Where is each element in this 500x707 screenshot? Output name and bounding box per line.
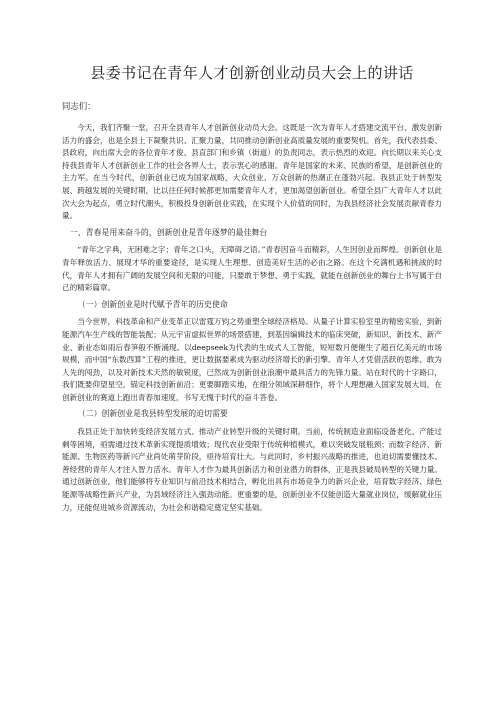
paragraph: 当今世界，科技革命和产业变革正以雷霆万钧之势重塑全球经济格局。从量子计算实验室里的精密实验，到新能源汽车生产线的智能装配；从元宇宙虚拟世界的场景搭建，到基因编辑技术的临床突破，新知识、新技术、新产业、新业态如雨后春笋般不断涌现。以deepseek为代表的生成式人工智能，短短数月便催生了超百亿美元的市场规模，而中国“东数西算”工程的推进，更让数据要素成为驱动经济增长的新引擎。青年人才凭借活跃的思维、敢为人先的闯劲，以及对新技术天然的敏锐度，已然成为创新创业浪潮中最具活力的先锋力量。站在时代的十字路口，我们既要仰望星空，锚定科技创新前沿；更要脚踏实地，在细分领域深耕细作，将个人理想融入国家发展大局，在创新创业的赛道上跑出青春加速度，书写无愧于时代的奋斗答卷。 (62, 317, 442, 402)
subsection-heading: （二）创新创业是我县转型发展的迫切需要 (77, 409, 228, 419)
paragraph: 我县正处于加快转变经济发展方式、推动产业转型升级的关键时期。当前，传统制造业面临设备老化、产能过剩等困境，亟需通过技术革新实现提质增效；现代农业受限于传统种植模式，难以突破发展瓶颈；而数字经济、新能源、生物医药等新兴产业尚处萌芽阶段，亟待培育壮大。与此同时，乡村振兴战略的推进，也迫切需要懂技术、善经营的青年人才注入智力活水。青年人才作为最具创新活力和创业潜力的群体，正是我县破局转型的关键力量。通过创新创业，他们能够将专业知识与前沿技术相结合，孵化出具有市场竞争力的新兴企业，培育数字经济、绿色能源等战略性新兴产业，为县域经济注入强劲动能。更重要的是，创新创业不仅能创造大量就业岗位，缓解就业压力，还能促进城乡资源流动，为社会和谐稳定奠定坚实基础。 (62, 427, 442, 512)
paragraph: “青年之字典，无困难之字；青年之口头，无障碍之语。”青春因奋斗而精彩，人生因创业而辉煌。创新创业是青年释放活力、展现才华的重要途径，是实现人生理想、创造美好生活的必由之路。在这个充满机遇和挑战的时代，青年人才拥有广阔的发展空间和无限的可能，只要敢于梦想、勇于实践，就能在创新创业的舞台上书写属于自己的精彩篇章。 (62, 245, 442, 293)
document-body (62, 122, 442, 514)
page-title: 县委书记在青年人才创新创业动员大会上的讲话 (90, 64, 414, 82)
section-heading: 一、青春是用来奋斗的，创新创业是青年逐梦的最佳舞台 (69, 227, 268, 237)
subsection-heading: （一）创新创业是时代赋予青年的历史使命 (77, 299, 228, 309)
greeting: 同志们： (62, 101, 96, 111)
paragraph: 今天，我们齐聚一堂，召开全县青年人才创新创业动员大会。这既是一次为青年人才搭建交流平台、激发创新活力的盛会，也是全县上下凝聚共识、汇聚力量，共同推动创新创业高质量发展的重要契机。首先，我代表县委、县政府，向出席大会的各位青年才俊、县直部门和乡镇（街道）的负责同志，表示热烈的欢迎。向长期以来关心支持我县青年人才创新创业工作的社会各界人士，表示衷心的感谢。青年是国家的未来、民族的希望，是创新创业的主力军。在当今时代，创新创业已成为国家战略，大众创业、万众创新的热潮正在蓬勃兴起。我县正处于转型发展、跨越发展的关键时期，比以往任何时候都更加需要青年人才，更加渴望创新创业。希望全县广大青年人才以此次大会为起点，勇立时代潮头，积极投身创新创业实践，在实现个人价值的同时，为我县经济社会发展贡献青春力量。 (62, 123, 442, 221)
